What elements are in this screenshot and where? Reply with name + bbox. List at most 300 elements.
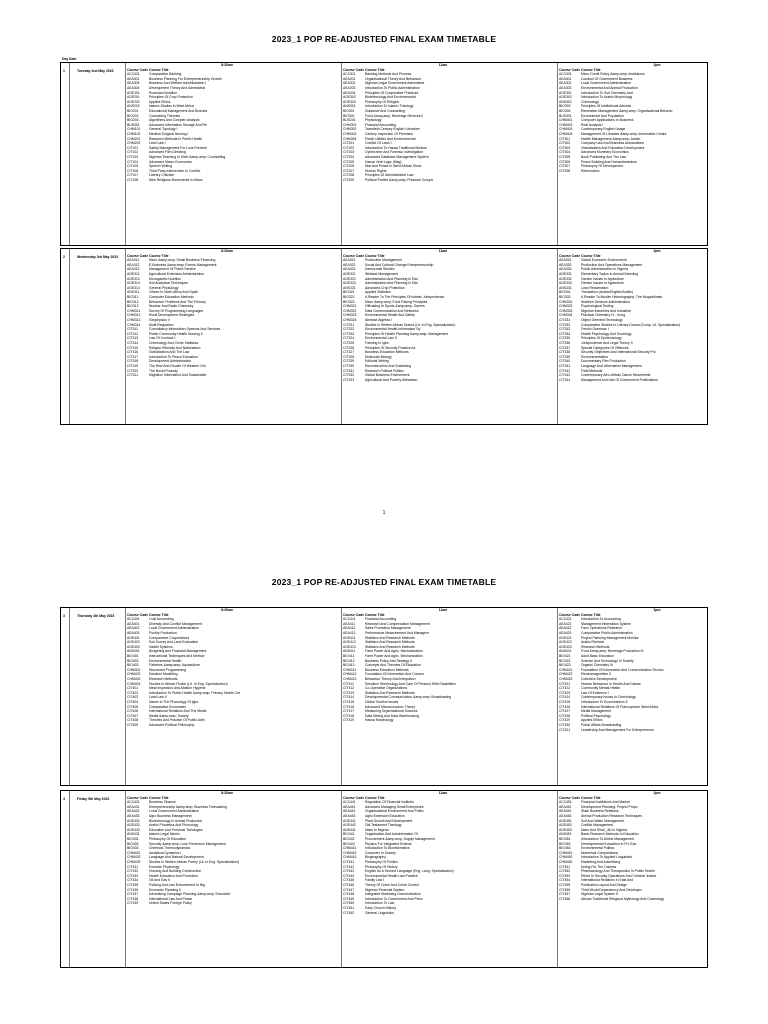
course-title: Health Education And Promotion bbox=[149, 873, 199, 878]
course-title: Nuclear And Radio Chemistry bbox=[149, 304, 194, 309]
slot-column-divider bbox=[341, 608, 342, 785]
course-code: BIO433 bbox=[127, 846, 139, 851]
course-title: Project Planning Management Monitor bbox=[581, 635, 639, 640]
course-code: ANS431 bbox=[127, 832, 140, 837]
course-title-header: Course Title bbox=[581, 253, 601, 258]
time-slot-label: 11am bbox=[438, 791, 448, 795]
course-code: CIT334 bbox=[559, 331, 571, 336]
course-title: Electromagnetism II bbox=[581, 672, 611, 677]
course-code: CIT313 bbox=[127, 336, 139, 341]
course-code: BIO441 bbox=[343, 832, 355, 837]
course-title: Hausa Morphology bbox=[365, 718, 394, 723]
course-code: CHM422 bbox=[559, 672, 573, 677]
course-code: BIO451 bbox=[559, 837, 571, 841]
course-code: CIT402 bbox=[127, 690, 139, 695]
course-code: BIO442 bbox=[343, 837, 355, 841]
course-title: Family Law I bbox=[365, 878, 385, 883]
course-title: Sales Promotion Management bbox=[365, 626, 411, 631]
course-title: Publication Layout And Design bbox=[581, 883, 627, 887]
course-title: Arabic Rhetoric bbox=[581, 640, 605, 645]
course-title: Global Tourism Issues bbox=[365, 700, 399, 704]
course-title: Jurisprudence And Legal Theory II bbox=[581, 341, 633, 345]
slot-column-divider bbox=[125, 249, 126, 424]
course-code-header: Course Code bbox=[559, 795, 581, 800]
course-code: CIT342 bbox=[559, 368, 571, 373]
course-title: Procurement &amp;amp; Supply Management bbox=[365, 837, 435, 841]
course-code: CIT101 bbox=[127, 145, 139, 150]
course-code: CHM101 bbox=[127, 127, 141, 132]
course-code: CIT330 bbox=[343, 364, 355, 368]
course-title: Real Analysis I bbox=[581, 122, 604, 127]
day-number: 4 bbox=[63, 797, 65, 801]
course-code: CIT327 bbox=[343, 350, 355, 355]
course-title: Administration And Planning In Edu bbox=[365, 276, 419, 281]
course-title: Data Communication And Networks bbox=[365, 308, 419, 313]
course-title: Computer In Society bbox=[365, 850, 396, 855]
course-title: Land Law I bbox=[149, 141, 166, 146]
course-title: Introduction To Airline Management bbox=[581, 837, 635, 841]
course-code: AGE321 bbox=[343, 272, 356, 276]
course-title: Measuring Organisational Success bbox=[365, 709, 418, 714]
course-code: AGE202 bbox=[127, 99, 140, 104]
course-code: ACC431 bbox=[127, 800, 140, 805]
course-title: General Physiology bbox=[149, 285, 179, 290]
course-title: Media &amp;amp; Society bbox=[149, 713, 189, 718]
course-code: CIT408 bbox=[127, 718, 139, 723]
course-title: Cost Accounting bbox=[149, 617, 174, 622]
course-title: Integrated Marketing Communication bbox=[365, 892, 421, 897]
course-title: Philosophy Of History bbox=[365, 864, 398, 869]
slot-column-divider bbox=[341, 249, 342, 424]
course-title: Food &amp;amp; Beverage Production III bbox=[581, 649, 644, 654]
course-title: Farm Operations Research bbox=[581, 626, 622, 631]
course-code: AGE453 bbox=[559, 827, 572, 832]
course-title: Abstract Algebra I bbox=[365, 318, 392, 322]
course-code: AGE314 bbox=[127, 285, 140, 290]
course-code: CHM334 bbox=[559, 313, 573, 318]
course-code: AEA432 bbox=[127, 809, 140, 814]
header-day-label: Day bbox=[62, 57, 69, 61]
course-title: Security &amp;amp; Loss Prevention Management bbox=[149, 841, 226, 846]
course-title: Environmental And Animal Production bbox=[581, 86, 638, 90]
course-code: CIT326 bbox=[343, 345, 355, 350]
course-title: Media Management bbox=[581, 709, 611, 714]
course-code: AEA431 bbox=[127, 804, 140, 809]
course-code: CIT341 bbox=[559, 364, 571, 368]
slot-column-divider bbox=[125, 63, 126, 245]
course-title: Third World Dependency And Developm bbox=[581, 887, 642, 892]
course-code: BIO323 bbox=[343, 299, 355, 304]
course-code: AGE433 bbox=[127, 827, 140, 832]
course-title: International Relations Of Francophone West Africa bbox=[581, 704, 659, 709]
course-title: Adult Basic Education bbox=[581, 654, 614, 658]
course-code: ANS331 bbox=[559, 285, 572, 290]
course-title: Criminology And Crime Statistics bbox=[149, 341, 199, 345]
course-code: CHM404 bbox=[559, 132, 573, 136]
course-code: CIT426 bbox=[559, 704, 571, 709]
course-title: Diversity And Conflict Management bbox=[149, 621, 202, 626]
slot-column-divider bbox=[341, 63, 342, 245]
course-code: AGE302 bbox=[343, 95, 356, 100]
course-code: CIT204 bbox=[343, 155, 355, 159]
course-title: African Traditional Religious Mythology And Cosmology bbox=[581, 896, 665, 901]
course-title: Animal Production Research Techniques bbox=[581, 814, 643, 818]
course-code: CIT103 bbox=[127, 155, 139, 159]
course-code: AEA433 bbox=[127, 814, 140, 818]
course-code: ANS311 bbox=[127, 290, 140, 295]
course-code: CIT315 bbox=[127, 345, 139, 350]
course-title: Advanced Database Management System bbox=[365, 155, 429, 159]
course-code: AEA403 bbox=[127, 631, 140, 635]
course-title: Global Economic Environment bbox=[581, 258, 627, 263]
course-code: AGE442 bbox=[343, 823, 356, 828]
course-code: CIT431 bbox=[559, 727, 571, 732]
course-title: Book Publishing And The Law bbox=[581, 155, 626, 159]
course-title: Management Of Libraries &amp;amp; Information Centre bbox=[581, 132, 667, 136]
course-code: AEA301 bbox=[127, 76, 140, 81]
course-code: AEA311 bbox=[127, 258, 140, 263]
slot-column-divider bbox=[557, 791, 558, 967]
course-code: CIT442 bbox=[343, 864, 355, 869]
course-code: CIT203 bbox=[343, 150, 355, 155]
course-code: CIT407 bbox=[127, 713, 139, 718]
course-code: CIT437 bbox=[127, 892, 139, 897]
course-title: Sensitive Terminology And Care Of Persons With Disabilities bbox=[365, 681, 456, 686]
course-title: Reformation bbox=[581, 168, 600, 173]
course-title: Public Utilities And Environmental bbox=[365, 136, 416, 141]
course-title: Policing And Law Enforcement In Nig bbox=[149, 883, 205, 887]
course-code: CIT430 bbox=[559, 723, 571, 727]
course-code: CIT405 bbox=[127, 704, 139, 709]
course-code: ACC401 bbox=[127, 617, 140, 622]
course-code: AGE421 bbox=[559, 635, 572, 640]
course-code: CHM403 bbox=[127, 677, 141, 681]
course-code: CIT337 bbox=[559, 345, 571, 350]
course-code: CHM413 bbox=[343, 677, 357, 681]
course-title: Environmental Law II bbox=[365, 336, 397, 341]
course-code: AGE323 bbox=[343, 281, 356, 286]
course-code: AGE303 bbox=[343, 99, 356, 104]
course-title: Biotechnology And Environmental bbox=[365, 95, 416, 100]
course-code: AGE413 bbox=[343, 644, 356, 649]
exam-row bbox=[559, 728, 753, 733]
course-code: BIO412 bbox=[343, 658, 355, 663]
course-code: CHM332 bbox=[559, 304, 573, 309]
course-code: AGE311 bbox=[127, 272, 140, 276]
course-code: CIT428 bbox=[559, 713, 571, 718]
course-title: Comparative Public Administration bbox=[581, 631, 633, 635]
course-code: CIT414 bbox=[343, 695, 355, 700]
course-title: Philosophy Of Politics bbox=[365, 860, 398, 864]
course-code: BIO311 bbox=[127, 295, 139, 299]
course-title: Soil And Water Management bbox=[581, 818, 625, 823]
course-code: CIT404 bbox=[127, 700, 139, 704]
course-code-header: Course Code bbox=[559, 612, 581, 617]
course-title: Public Affairs Broadcasting bbox=[581, 723, 622, 727]
course-code: CIT205 bbox=[343, 159, 355, 164]
course-code: CIT305 bbox=[559, 155, 571, 159]
course-title: Behaviour Problems And The Primary bbox=[149, 299, 206, 304]
course-code: CIT401 bbox=[127, 686, 139, 691]
course-code: AGE431 bbox=[127, 818, 140, 823]
course-title: Documentary Film Production bbox=[581, 359, 626, 364]
course-title: Financial Institutions And Market bbox=[581, 800, 630, 805]
exam-row bbox=[127, 373, 325, 378]
course-title: Business Planning For Entrepreneurship Growth bbox=[149, 76, 222, 81]
course-title: Contemporary Afro-African Dance Movements bbox=[581, 373, 651, 378]
course-code: AEA303 bbox=[559, 86, 572, 90]
course-title: Foundation Of Information And Communication Techno bbox=[581, 667, 664, 672]
day-number: 2 bbox=[63, 255, 65, 259]
course-code: AGE412 bbox=[343, 640, 356, 645]
course-title: Reconstruction And Sustaining bbox=[365, 364, 412, 368]
exam-row bbox=[559, 378, 753, 383]
course-code: CIT102 bbox=[127, 150, 139, 155]
course-title: A Reader To The Principles Of Islamic Jurisprudence bbox=[365, 295, 445, 299]
course-title: Farm Power And Agric. Mechanization bbox=[365, 649, 423, 654]
course-title: Business And Welfare Administration I bbox=[149, 81, 207, 86]
course-code: CIT451 bbox=[559, 864, 571, 869]
day-number: 1 bbox=[63, 69, 65, 73]
course-code: CHM453 bbox=[559, 860, 573, 864]
time-slot-column bbox=[343, 608, 543, 787]
course-code: CIT427 bbox=[559, 709, 571, 714]
course-code: BIO312 bbox=[127, 299, 139, 304]
course-title: Molecular Biology bbox=[365, 354, 392, 359]
exam-row bbox=[127, 723, 325, 728]
course-code: BIO313 bbox=[127, 304, 139, 309]
course-title: General Linguistics bbox=[365, 910, 394, 915]
course-code: CIT435 bbox=[127, 883, 139, 887]
time-slot-column bbox=[343, 63, 543, 247]
course-title: Collective Development bbox=[581, 677, 617, 681]
time-slot-column bbox=[559, 63, 755, 247]
course-code: AEA303 bbox=[127, 81, 140, 86]
course-code: CIT423 bbox=[559, 690, 571, 695]
course-code: CIT433 bbox=[127, 873, 139, 878]
course-code: CIT106 bbox=[127, 168, 139, 173]
course-code: ANS202 bbox=[127, 104, 140, 109]
course-title: Statistics And Research Methods bbox=[365, 690, 415, 695]
course-code: CHM404 bbox=[127, 681, 141, 686]
course-title: Migration Information And Sustainable bbox=[149, 373, 207, 378]
course-code: CIT320 bbox=[127, 368, 139, 373]
course-code: CHM432 bbox=[127, 855, 141, 860]
course-code: CIT409 bbox=[127, 723, 139, 727]
course-title: Old Testament Theology bbox=[365, 823, 402, 828]
course-code: AGE441 bbox=[343, 818, 356, 823]
course-code-header: Course Code bbox=[127, 67, 149, 72]
course-title: Agricultural And Poverty Alleviation bbox=[365, 377, 418, 382]
course-title: Environmental Health bbox=[149, 658, 182, 663]
course-code: AEA333 bbox=[559, 267, 572, 272]
course-code: AEA451 bbox=[559, 804, 572, 809]
course-code: CIT429 bbox=[559, 718, 571, 723]
course-code: CHM402 bbox=[127, 672, 141, 677]
course-code: AEA322 bbox=[343, 262, 356, 267]
course-code: AEA452 bbox=[559, 809, 572, 814]
time-slot-label: 8:30am bbox=[221, 249, 233, 253]
course-title: Applied Ethics bbox=[581, 718, 603, 723]
course-code: BIO331 bbox=[559, 290, 571, 295]
course-code: ACC411 bbox=[343, 617, 356, 622]
course-title: The Novel Prosody bbox=[149, 368, 178, 373]
course-code: CIT328 bbox=[343, 354, 355, 359]
page-number: 1 bbox=[382, 510, 386, 516]
course-code: ANS301 bbox=[343, 104, 356, 109]
exam-row bbox=[343, 378, 541, 383]
course-title: Entrepreneurship &amp;amp; Business Forecasting bbox=[149, 804, 227, 809]
course-title: Geophysics II bbox=[149, 318, 170, 322]
time-slot-label: 11am bbox=[438, 608, 448, 612]
course-title-header: Course Title bbox=[365, 612, 385, 617]
course-code: ANS302 bbox=[559, 99, 572, 104]
course-code: AEA402 bbox=[127, 626, 140, 631]
course-title: Computer Education Methods bbox=[149, 295, 194, 299]
course-code: AEA413 bbox=[343, 631, 356, 635]
course-title: Meat Inspection And Abattoir Hygiene bbox=[149, 686, 206, 691]
course-title: Nigerian Legal System II bbox=[581, 892, 618, 897]
course-title: Oil And Gas II bbox=[149, 878, 170, 883]
course-code: ACC301 bbox=[559, 72, 572, 77]
course-code: AEA323 bbox=[343, 267, 356, 272]
course-code-header: Course Code bbox=[127, 795, 149, 800]
course-code: CIT436 bbox=[127, 887, 139, 892]
course-title: Speech Writing bbox=[149, 164, 172, 169]
course-title: English As A Second Language (Eng. Lang. Specialization) bbox=[365, 869, 454, 874]
course-code: CIT453 bbox=[559, 873, 571, 878]
course-title: Financial Accounting bbox=[365, 617, 397, 622]
course-code: BIO413 bbox=[343, 663, 355, 668]
course-title: Computer Applications In Business bbox=[581, 118, 634, 123]
course-title: Multi-Regulation bbox=[149, 322, 174, 327]
course-code: CHM421 bbox=[559, 667, 573, 672]
course-title: Development Theory And Administrat bbox=[149, 86, 205, 90]
course-title: Philosophy Of Education bbox=[149, 837, 187, 841]
course-code: CHM433 bbox=[127, 860, 141, 864]
course-code: CIT306 bbox=[559, 159, 571, 164]
time-slot-column bbox=[127, 608, 327, 787]
time-slot-label: 2pm bbox=[653, 249, 661, 253]
course-title: Business Policy And Strategy II bbox=[365, 658, 412, 663]
course-code: CHM313 bbox=[127, 318, 141, 322]
time-slot-column bbox=[127, 791, 327, 969]
course-code: AEA412 bbox=[343, 626, 356, 631]
course-code: AEA302 bbox=[559, 81, 572, 86]
course-title: Political Psychology bbox=[581, 713, 611, 718]
day-number: 3 bbox=[63, 614, 65, 618]
course-title: Applied Statistics bbox=[365, 290, 391, 295]
exam-date: Tuesday 2nd May 2023 bbox=[77, 69, 114, 73]
course-code: CHM102 bbox=[127, 132, 141, 136]
course-code: CIT332 bbox=[343, 373, 355, 378]
course-code: AGE101 bbox=[127, 90, 140, 95]
course-code: CIT107 bbox=[127, 173, 139, 178]
page-title: 2023_1 POP RE-ADJUSTED FINAL EXAM TIMETABLE bbox=[271, 577, 497, 587]
course-title: Law Of Evidence I bbox=[581, 690, 609, 695]
course-code: CIT422 bbox=[559, 686, 571, 691]
course-title: Language And Natural Development bbox=[149, 855, 204, 860]
course-title: International Relations And The Media bbox=[149, 709, 207, 714]
course-code: CHM312 bbox=[127, 313, 141, 318]
course-code: CIT201 bbox=[343, 141, 355, 146]
course-title: Developmental Education In Pri. Edu bbox=[581, 841, 637, 846]
course-title: Introduction To Arabic Morphology bbox=[581, 95, 633, 100]
slot-column-divider bbox=[125, 608, 126, 785]
course-code: BIO452 bbox=[559, 841, 571, 846]
course-code: BIO304 bbox=[559, 109, 571, 113]
course-code: CIT450 bbox=[343, 901, 355, 906]
course-code: CIT458 bbox=[559, 896, 571, 901]
course-title: Introduction To Econometrics II bbox=[581, 700, 628, 704]
course-title: Introduction To Peace Education bbox=[149, 354, 198, 359]
course-code: AGE451 bbox=[559, 818, 572, 823]
course-title: Introduction To Soil Chemistry And bbox=[581, 90, 633, 95]
course-code: CIT406 bbox=[127, 709, 139, 714]
course-title: New Religious Movements In Africa bbox=[149, 178, 203, 182]
course-title: Fisheries &amp;amp; Aquaculture bbox=[149, 663, 200, 668]
course-title: Comparative Cooperatives bbox=[149, 635, 190, 640]
course-code: CHM442 bbox=[343, 850, 357, 855]
course-title: Advanced Information Storage And Re bbox=[149, 122, 207, 127]
course-code: AGE423 bbox=[559, 644, 572, 649]
course-title-header: Course Title bbox=[581, 67, 601, 72]
course-title: Advanced Political Philosophy bbox=[149, 723, 195, 727]
course-title: War And Peace In West African Since bbox=[365, 164, 422, 169]
course-code: AEA204 bbox=[343, 90, 356, 95]
course-title: Structured Programming bbox=[149, 667, 186, 672]
course-code: AEA441 bbox=[343, 804, 356, 809]
course-code: BIO432 bbox=[127, 841, 139, 846]
course-title: Management Of Public Service bbox=[149, 267, 196, 272]
page-title: 2023_1 POP RE-ADJUSTED FINAL EXAM TIMETABLE bbox=[271, 34, 497, 44]
course-code: AEA421 bbox=[559, 621, 572, 626]
course-code: AGE402 bbox=[127, 640, 140, 645]
course-title: Developmental Communication &amp;amp; Broadcasting bbox=[365, 695, 452, 700]
time-slot-column bbox=[127, 249, 327, 426]
course-title: Special Categories Of Offences bbox=[581, 345, 629, 350]
course-code: CIT316 bbox=[127, 350, 139, 355]
course-title: Philosophy Of Religion bbox=[365, 99, 400, 104]
course-code: CIT432 bbox=[127, 869, 139, 874]
course-title: Behaviour Theory And Integration bbox=[365, 677, 416, 681]
course-title: Biogeography bbox=[365, 855, 386, 860]
course-code: CIT335 bbox=[559, 336, 571, 341]
course-code: CHM304 bbox=[343, 136, 357, 141]
course-code: AGE452 bbox=[559, 823, 572, 828]
course-title: Farming In Igbo bbox=[365, 341, 389, 345]
course-title: Elementary Topics In Animal Breeding bbox=[581, 272, 639, 276]
course-title: Leadership And Management For Entrepreneurs bbox=[581, 727, 654, 732]
course-code: CIT416 bbox=[343, 704, 355, 709]
course-code: CIT302 bbox=[559, 141, 571, 146]
course-title: Principles Of Epidemiology bbox=[581, 336, 622, 341]
course-title: Poultry Production bbox=[149, 631, 177, 635]
course-code: CHM401 bbox=[559, 118, 573, 123]
course-title: Foundation Of Information And Commu bbox=[365, 672, 424, 677]
course-title: Development Administration bbox=[149, 359, 192, 364]
course-title: Production And Operations Management bbox=[581, 262, 643, 267]
course-title: Algorithms And Complex Analysis bbox=[149, 118, 200, 123]
course-code: ACC451 bbox=[559, 800, 572, 805]
exam-day-block bbox=[60, 607, 708, 786]
course-code: AGE411 bbox=[343, 635, 356, 640]
course-code: BIO422 bbox=[559, 658, 571, 663]
course-code: CIT317 bbox=[127, 354, 139, 359]
course-title: Financial Accounting bbox=[365, 122, 397, 127]
course-title: Numerical Computations bbox=[581, 850, 619, 855]
course-title: Religion Ethnicity And Nationalism bbox=[149, 345, 201, 350]
